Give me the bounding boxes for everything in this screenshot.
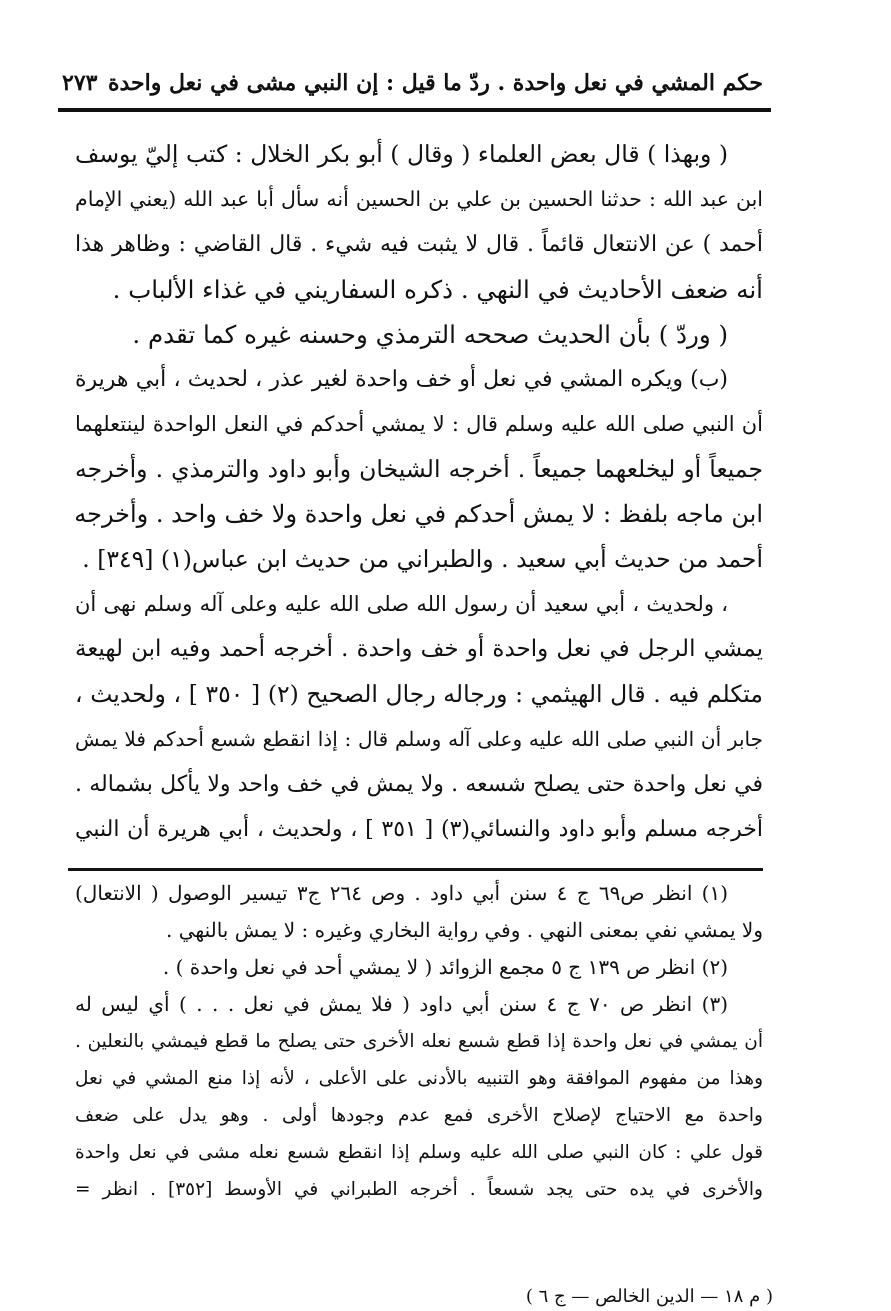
text-line: متكلم فيه . قال الهيثمي : ورجاله رجال الصحيح (٢) [ ٣٥٠ ] ، ولحديث ، bbox=[75, 680, 763, 708]
footnote-line: (١) انظر ص٦٩ ج ٤ سنن أبي داود . وص ٢٦٤ ج٣ تيسير الوصول ( الانتعال) bbox=[75, 881, 729, 905]
footnote-line: (٢) انظر ص ١٣٩ ج ٥ مجمع الزوائد ( لا يمشي أحد في نعل واحدة ) . bbox=[162, 955, 728, 979]
text-line: يمشي الرجل في نعل واحدة أو خف واحدة . أخرجه أحمد وفيه ابن لهيعة bbox=[75, 636, 763, 662]
footnotes bbox=[75, 875, 763, 1208]
main-text bbox=[75, 132, 763, 852]
page-number: ٢٧٣ bbox=[62, 70, 98, 96]
text-line: ( وبهذا ) قال بعض العلماء ( وقال ) أبو بكر الخلال : كتب إليّ يوسف bbox=[75, 140, 728, 168]
footnote-line: ولا يمشي نفي بمعنى النهي . وفي رواية البخاري وغيره : لا يمش بالنهي . bbox=[165, 918, 763, 942]
page-header bbox=[62, 58, 763, 108]
footnote-line: وهذا من مفهوم الموافقة وهو التنبيه بالأدنى على الأعلى ، لأنه إذا منع المشي في نعل bbox=[75, 1068, 763, 1089]
footnote-line: (٣) انظر ص ٧٠ ج ٤ سنن أبي داود ( فلا يمش في نعل . . . ) أي ليس له bbox=[75, 992, 728, 1016]
text-line: ابن ماجه بلفظ : لا يمش أحدكم في نعل واحدة ولا خف واحد . وأخرجه bbox=[74, 500, 763, 528]
text-line: أخرجه مسلم وأبو داود والنسائي(٣) [ ٣٥١ ] ، ولحديث ، أبي هريرة أن النبي bbox=[75, 817, 763, 842]
text-line: في نعل واحدة حتى يصلح شسعه . ولا يمش في خف واحد ولا يأكل بشماله . bbox=[75, 772, 763, 797]
text-line: جميعاً أو ليخلعهما جميعاً . أخرجه الشيخان وأبو داود والترمذي . وأخرجه bbox=[75, 455, 763, 483]
text-line: أحمد ) عن الانتعال قائماً . قال لا يثبت فيه شيء . قال القاضي : وظاهر هذا bbox=[75, 232, 763, 257]
page-footer: ( م ١٨ — الدين الخالص — ج ٦ ) bbox=[525, 1286, 773, 1307]
text-line: أن النبي صلى الله عليه وسلم قال : لا يمشي أحدكم في النعل الواحدة لينتعلهما bbox=[75, 412, 763, 436]
running-title: حكم المشي في نعل واحدة . ردّ ما قيل : إن النبي مشى في نعل واحدة bbox=[107, 70, 763, 96]
text-line: (ب) ويكره المشي في نعل أو خف واحدة لغير عذر ، لحديث ، أبي هريرة bbox=[75, 367, 728, 392]
text-line: أحمد من حديث أبي سعيد . والطبراني من حديث ابن عباس(١) [٣٤٩] . bbox=[82, 545, 763, 573]
footnote-line: قول علي : كان النبي صلى الله عليه وسلم إذا انقطع شسع نعله مشى في نعل واحدة bbox=[75, 1142, 763, 1163]
footnote-rule bbox=[68, 868, 763, 871]
footnote-line: واحدة مع الاحتياج لإصلاح الأخرى فمع عدم وجودها أولى . وهو يدل على ضعف bbox=[75, 1105, 763, 1126]
text-line: ، ولحديث ، أبي سعيد أن رسول الله صلى الله عليه وعلى آله وسلم نهى أن bbox=[75, 592, 728, 616]
text-line: ابن عبد الله : حدثنا الحسين بن علي بن الحسين أنه سأل أبا عبد الله (يعني الإمام bbox=[75, 187, 763, 211]
header-rule bbox=[58, 108, 771, 112]
footnote-line: أن يمشي في نعل واحدة إذا قطع شسع نعله الأخرى حتى يصلح ما قطع فيمشي بالنعلين . bbox=[75, 1031, 763, 1052]
text-line: جابر أن النبي صلى الله عليه وعلى آله وسلم قال : إذا انقطع شسع أحدكم فلا يمش bbox=[75, 727, 763, 751]
footnote-line: والأخرى في يده حتى يجد شسعاً . أخرجه الطبراني في الأوسط [٣٥٢] . انظر = bbox=[75, 1179, 763, 1200]
text-line: أنه ضعف الأحاديث في النهي . ذكره السفاريني في غذاء الألباب . bbox=[112, 275, 763, 304]
text-line: ( وردّ ) بأن الحديث صححه الترمذي وحسنه غيره كما تقدم . bbox=[132, 320, 728, 349]
